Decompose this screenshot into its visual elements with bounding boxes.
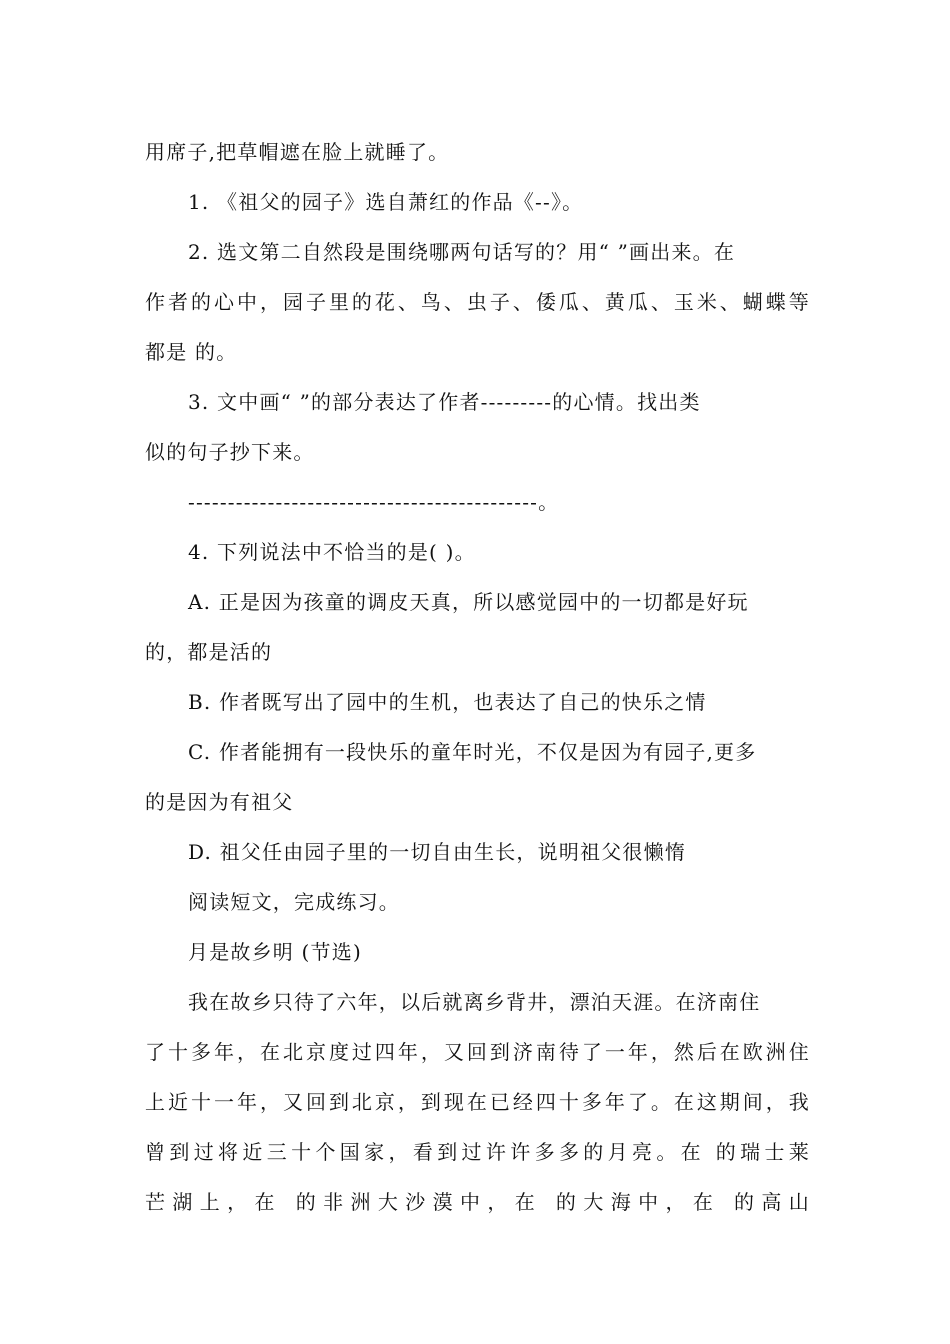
question-2-line-3: 都是 的。: [145, 340, 238, 364]
passage-line-2: 了十多年，在北京度过四年，又回到济南待了一年，然后在欧洲住: [145, 1040, 810, 1064]
passage-line-4: 曾到过将近三十个国家，看到过许许多多的月亮。在 的瑞士莱: [145, 1140, 810, 1164]
question-2-line-2: 作者的心中，园子里的花、鸟、虫子、倭瓜、黄瓜、玉米、蝴蝶等: [145, 290, 810, 314]
reading-instruction: 阅读短文，完成练习。: [188, 890, 400, 914]
passage-line-1: 我在故乡只待了六年，以后就离乡背井，漂泊天涯。在济南住: [188, 990, 761, 1014]
text-line-1: 用席子,把草帽遮在脸上就睡了。: [145, 140, 450, 164]
passage-line-3: 上近十一年，又回到北京，到现在已经四十多年了。在这期间，我: [145, 1090, 810, 1114]
passage-title: 月是故乡明 (节选): [188, 940, 362, 964]
question-2-line-1: 2. 选文第二自然段是围绕哪两句话写的？用“ ”画出来。在: [188, 240, 736, 264]
answer-blank-line: --------------------------------------------。: [188, 490, 560, 514]
option-c-line-2: 的是因为有祖父: [145, 790, 294, 814]
question-3-line-2: 似的句子抄下来。: [145, 440, 315, 464]
question-3-line-1: 3. 文中画“ ”的部分表达了作者---------的心情。找出类: [188, 390, 701, 414]
question-4: 4. 下列说法中不恰当的是( )。: [188, 540, 476, 564]
option-b: B. 作者既写出了园中的生机，也表达了自己的快乐之情: [188, 690, 707, 714]
passage-line-5: 芒湖上，在 的非洲大沙漠中，在 的大海中，在 的高山: [145, 1190, 810, 1214]
option-a-line-2: 的，都是活的: [145, 640, 273, 664]
option-a-line-1: A. 正是因为孩童的调皮天真，所以感觉园中的一切都是好玩: [188, 590, 749, 614]
question-1: 1. 《祖父的园子》选自萧红的作品《--》。: [188, 190, 584, 214]
option-c-line-1: C. 作者能拥有一段快乐的童年时光，不仅是因为有园子,更多: [188, 740, 757, 764]
option-d: D. 祖父任由园子里的一切自由生长，说明祖父很懒惰: [188, 840, 687, 864]
